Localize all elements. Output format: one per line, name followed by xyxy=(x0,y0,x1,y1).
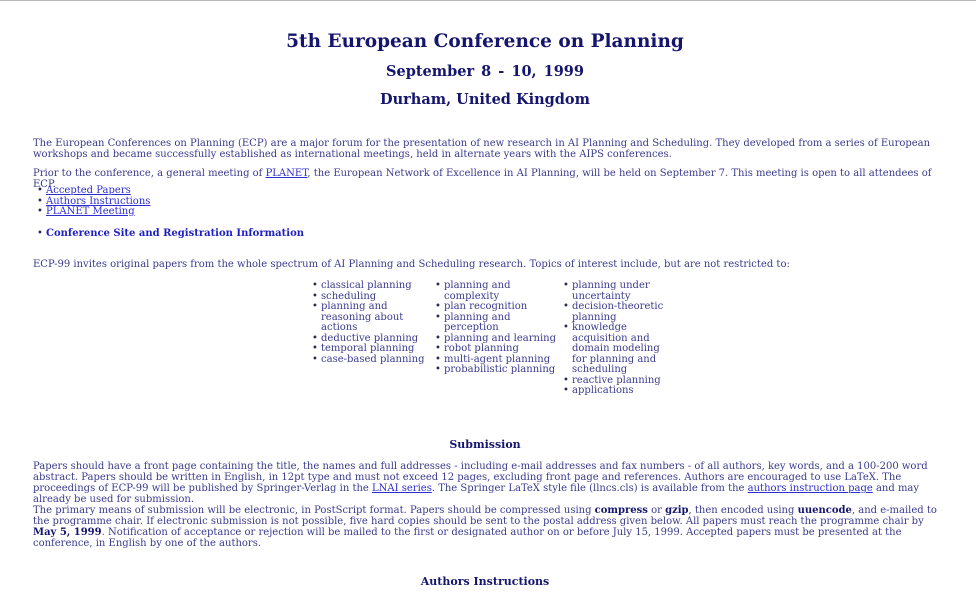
topics-column-3 xyxy=(572,281,676,397)
authors-instructions-link[interactable]: Authors Instructions xyxy=(46,195,151,207)
registration-link[interactable]: Conference Site and Registration Information xyxy=(46,228,305,239)
topic-item: • planning under uncertainty xyxy=(572,281,676,302)
topic-item: • scheduling xyxy=(321,292,429,303)
topic-item: • temporal planning xyxy=(321,344,429,355)
topic-item: • knowledge acquisition and domain modeling for planning and scheduling xyxy=(572,323,676,376)
quick-links xyxy=(46,186,150,218)
topics-column-2 xyxy=(444,281,556,376)
list-item xyxy=(46,207,150,218)
topic-item: • probabilistic planning xyxy=(444,365,556,376)
topic-item: • classical planning xyxy=(321,281,429,292)
lnai-series-link[interactable]: LNAI series xyxy=(372,483,432,494)
planet-paragraph: Prior to the conference, a general meeting of PLANET, the European Network of Excellence in AI Planning, will be held on September 7. This meeting is open to all attendees of ECP. xyxy=(33,168,932,190)
deadline: May 5, 1999 xyxy=(33,527,102,538)
planet-meeting-link[interactable]: PLANET Meeting xyxy=(46,206,135,217)
topic-item: • case-based planning xyxy=(321,355,429,366)
topic-item: • deductive planning xyxy=(321,334,429,345)
authors-instructions-heading: Authors Instructions xyxy=(420,575,550,588)
conference-location: Durham, United Kingdom xyxy=(380,91,590,108)
authors-instruction-page-link[interactable]: authors instruction page xyxy=(747,483,873,494)
topic-item: • plan recognition xyxy=(444,302,556,313)
planet-link[interactable]: PLANET xyxy=(265,168,308,179)
accepted-papers-link[interactable]: Accepted Papers xyxy=(46,185,131,196)
topic-item: • applications xyxy=(572,386,676,397)
conference-dates: September 8 - 10, 1999 xyxy=(386,63,584,80)
submission-paragraph-1: Papers should have a front page containing the title, the names and full addresses - including e-mail addresses and fax numbers - of all authors, key words, and a 100-200 word abstract. Papers should be written in English, in 12pt type and must not exceed 12 pages, excluding front page and references. Authors are encouraged to use LaTeX. The proceedings of ECP-99 will be published by Springer-Verlag in the LNAI series. The Springer LaTeX style file (llncs.cls) is available from the authors instruction page and may already be used for submission. The primary means of submission will be electronic, in PostScript format. Papers should be compressed using compress or gzip, then encoded using uuencode, and e-mailed to the programme chair. If electronic submission is not possible, five hard copies should be sent to the postal address given below. All papers must reach the programme chair by May 5, 1999. Notification of acceptance or rejection will be mailed to the first or designated author on or before July 15, 1999. Accepted papers must be presented at the conference, in English by one of the authors. xyxy=(33,461,937,549)
topics-intro: ECP-99 invites original papers from the whole spectrum of AI Planning and Scheduling research. Topics of interest include, but are not restricted to: xyxy=(33,259,790,270)
topics-column-1 xyxy=(321,281,429,365)
topic-item: • planning and perception xyxy=(444,313,556,334)
submission-heading: Submission xyxy=(449,438,521,451)
topic-item: • multi-agent planning xyxy=(444,355,556,366)
topic-item: • decision-theoretic planning xyxy=(572,302,676,323)
registration-item xyxy=(46,228,304,239)
topic-item: • planning and reasoning about actions xyxy=(321,302,429,334)
page-title: 5th European Conference on Planning xyxy=(286,31,684,52)
topic-item: • reactive planning xyxy=(572,376,676,387)
topic-item: • robot planning xyxy=(444,344,556,355)
intro-paragraph: The European Conferences on Planning (ECP) are a major forum for the presentation of new research in AI Planning and Scheduling. They developed from a series of European workshops and became successfully established as international meetings, held in alternate years with the AIPS conferences. xyxy=(33,138,931,160)
topic-item: • planning and learning xyxy=(444,334,556,345)
topic-item: • planning and complexity xyxy=(444,281,556,302)
